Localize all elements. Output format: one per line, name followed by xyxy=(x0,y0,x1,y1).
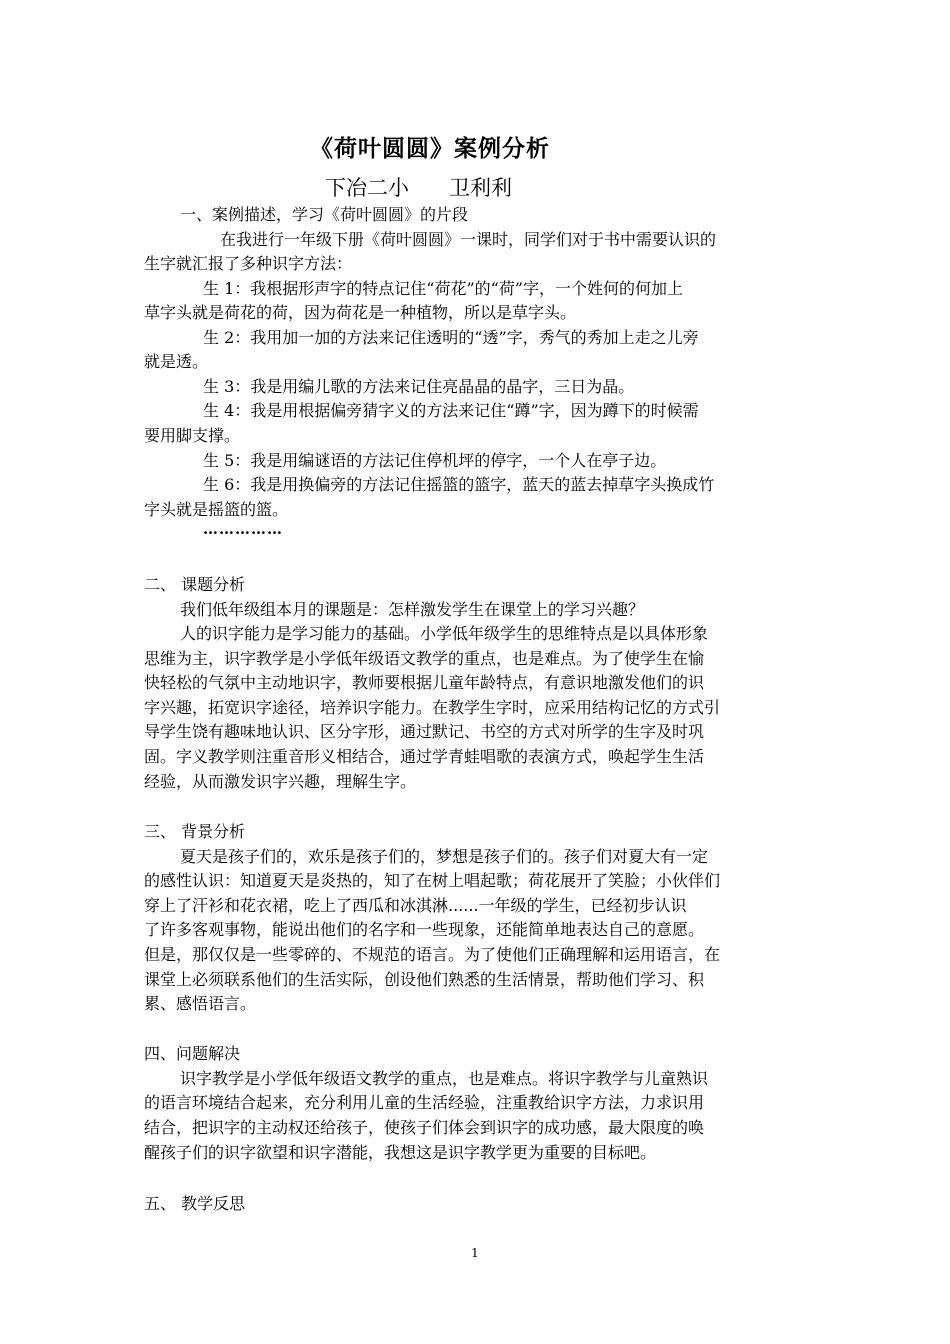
paragraph-line: 了许多客观事物，能说出他们的名字和一些现象，还能简单地表达自己的意愿。 xyxy=(144,920,705,939)
paragraph-line: 生 5：我是用编谜语的方法记住停机坪的停字，一个人在亭子边。 xyxy=(203,451,667,470)
paragraph-line: 生 1：我根据形声字的特点记住“荷花”的“荷”字，一个姓何的何加上 xyxy=(203,279,683,298)
paragraph-line: 字头就是摇篮的篮。 xyxy=(144,500,289,519)
section-heading: 一、案例描述，学习《荷叶圆圆》的片段 xyxy=(180,205,469,224)
paragraph-line: 生字就汇报了多种识字方法： xyxy=(144,254,353,273)
paragraph-line: 要用脚支撑。 xyxy=(144,426,241,445)
paragraph-line: 固。字义教学则注重音形义相结合，通过学青蛙唱歌的表演方式，唤起学生生活 xyxy=(144,747,705,766)
paragraph-line: 人的识字能力是学习能力的基础。小学低年级学生的思维特点是以具体形象 xyxy=(180,624,709,643)
paragraph-line: 字兴趣，拓宽识字途径，培养识字能力。在教学生字时，应采用结构记忆的方式引 xyxy=(144,698,721,717)
section-heading: 五、 教学反思 xyxy=(144,1194,246,1213)
paragraph-line: 生 3：我是用编儿歌的方法来记住亮晶晶的晶字，三日为晶。 xyxy=(203,377,635,396)
paragraph-line: 导学生饶有趣味地认识、区分字形，通过默记、书空的方式对所学的生字及时巩 xyxy=(144,722,705,741)
section-heading: 四、问题解决 xyxy=(144,1044,241,1063)
ellipsis: …………… xyxy=(203,520,283,538)
page-number: 1 xyxy=(471,1246,479,1260)
paragraph-line: 结合，把识字的主动权还给孩子，使孩子们体会到识字的成功感，最大限度的唤 xyxy=(144,1118,705,1137)
paragraph-line: 的语言环境结合起来，充分利用儿童的生活经验，注重教给识字方法，力求识用 xyxy=(144,1093,705,1112)
paragraph-line: 就是透。 xyxy=(144,352,209,371)
paragraph-line: 生 2：我用加一加的方法来记住透明的“透”字，秀气的秀加上走之儿旁 xyxy=(203,328,699,347)
paragraph-line: 思维为主，识字教学是小学低年级语文教学的重点，也是难点。为了使学生在愉 xyxy=(144,649,705,668)
paragraph-line: 但是，那仅仅是一些零碎的、不规范的语言。为了使他们正确理解和运用语言，在 xyxy=(144,945,721,964)
paragraph-line: 生 4：我是用根据偏旁猜字义的方法来记住“蹲”字，因为蹲下的时候需 xyxy=(203,401,699,420)
paragraph-line: 我们低年级组本月的课题是：怎样激发学生在课堂上的学习兴趣？ xyxy=(180,600,645,619)
paragraph-line: 醒孩子们的识字欲望和识字潜能，我想这是识字教学更为重要的目标吧。 xyxy=(144,1143,657,1162)
paragraph-line: 累、感悟语言。 xyxy=(144,994,257,1013)
paragraph-line: 穿上了汗衫和花衣裙，吃上了西瓜和冰淇淋......一年级的学生，已经初步认识 xyxy=(144,896,687,915)
paragraph-line: 生 6：我是用换偏旁的方法记住摇篮的篮字，蓝天的蓝去掉草字头换成竹 xyxy=(203,475,715,494)
paragraph-line: 课堂上必须联系他们的生活实际，创设他们熟悉的生活情景，帮助他们学习、积 xyxy=(144,970,705,989)
document-title: 《荷叶圆圆》案例分析 xyxy=(310,136,550,162)
paragraph-line: 在我进行一年级下册《荷叶圆圆》一课时，同学们对于书中需要认识的 xyxy=(220,230,717,249)
paragraph-line: 夏天是孩子们的，欢乐是孩子们的，梦想是孩子们的。孩子们对夏大有一定 xyxy=(180,847,709,866)
section-heading: 三、 背景分析 xyxy=(144,822,246,841)
paragraph-line: 经验，从而激发识字兴趣，理解生字。 xyxy=(144,772,417,791)
section-heading: 二、 课题分析 xyxy=(144,575,246,594)
document-author: 下冶二小 卫利利 xyxy=(325,176,513,200)
paragraph-line: 的感性认识：知道夏天是炎热的，知了在树上唱起歌；荷花展开了笑脸；小伙伴们 xyxy=(144,871,721,890)
paragraph-line: 识字教学是小学低年级语文教学的重点，也是难点。将识字教学与儿童熟识 xyxy=(180,1069,709,1088)
paragraph-line: 草字头就是荷花的荷，因为荷花是一种植物，所以是草字头。 xyxy=(144,303,577,322)
paragraph-line: 快轻松的气氛中主动地识字，教师要根据儿童年龄特点，有意识地激发他们的识 xyxy=(144,673,705,692)
